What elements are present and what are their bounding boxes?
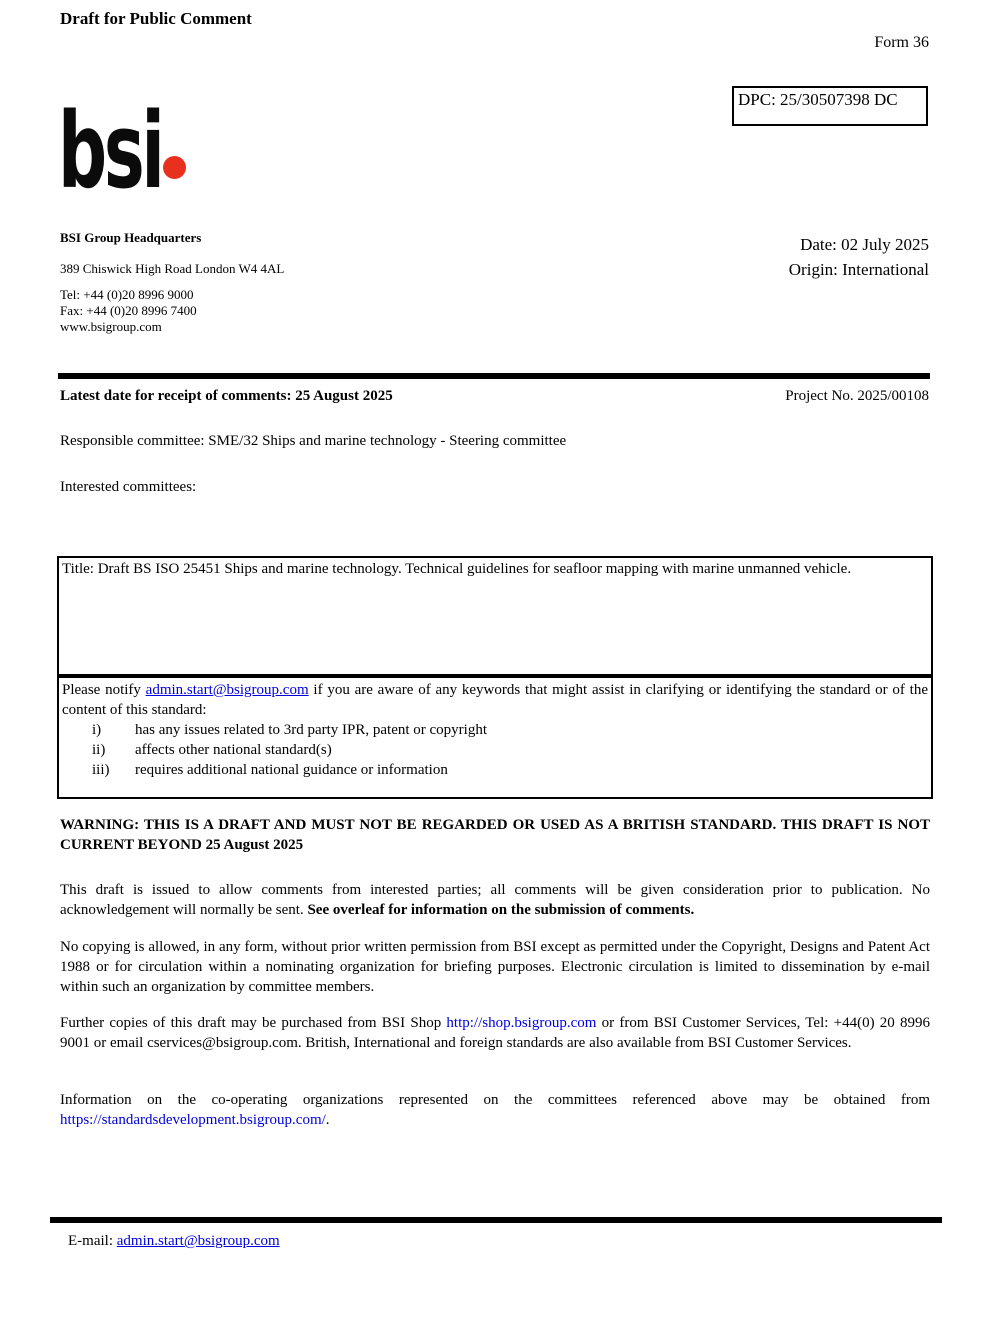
form-number: Form 36: [874, 34, 929, 51]
dpc-number: DPC: 25/30507398 DC: [738, 90, 898, 109]
notify-intro-after: if you are aware of any keywords that might assist in clarifying or identifying the standard or of the content of this standard:: [62, 682, 929, 718]
comments-issue-paragraph: [60, 880, 930, 920]
headquarters-street: 389 Chiswick High Road London W4 4AL: [60, 261, 285, 276]
interested-committees: Interested committees:: [60, 479, 197, 495]
standards-development-link[interactable]: https://standardsdevelopment.bsigroup.com/: [60, 1112, 326, 1128]
list-item-numeral: ii): [92, 742, 106, 758]
bsi-logo-text: bsi: [58, 90, 162, 212]
comments-deadline-row: [60, 388, 929, 405]
list-item-text: has any issues related to 3rd party IPR, patent or copyright: [135, 722, 488, 738]
bsi-shop-link[interactable]: http://shop.bsigroup.com: [446, 1015, 597, 1031]
date-origin-block: [789, 232, 929, 282]
headquarters-address-block: [60, 230, 284, 335]
draft-for-public-comment-heading: Draft for Public Comment: [60, 9, 252, 28]
list-item-numeral: iii): [92, 762, 110, 778]
paragraph-text: .: [325, 1112, 330, 1128]
headquarters-fax: Fax: +44 (0)20 8996 7400: [60, 303, 197, 318]
footer-email-link[interactable]: admin.start@bsigroup.com: [116, 1233, 280, 1249]
notify-list-item: [62, 760, 928, 780]
footer-email-line: [68, 1233, 280, 1250]
bsi-logo-red-dot: [163, 156, 186, 179]
purchase-copies-paragraph: [60, 1013, 930, 1053]
responsible-committee: Responsible committee: SME/32 Ships and marine technology - Steering committee: [60, 433, 567, 449]
standard-title-box: [57, 556, 933, 676]
footer-email-label: E-mail:: [68, 1233, 117, 1249]
bottom-divider-rule: [50, 1217, 942, 1223]
list-item-text: affects other national standard(s): [135, 742, 332, 758]
notify-intro-before: Please notify: [62, 682, 146, 698]
top-divider-rule: [58, 373, 930, 379]
paragraph-text: Further copies of this draft may be purchased from BSI Shop: [60, 1015, 447, 1031]
paragraph-text: or from BSI Customer Services, Tel: +44(0) 20 8996 9001 or email cservices@bsigroup.com. British, International and foreign standards are also available from BSI Customer Services.: [60, 1015, 930, 1051]
notify-list-item: [62, 740, 928, 760]
paragraph-text: This draft is issued to allow comments from interested parties; all comments will be given consideration prior to publication. No acknowledgement will normally be sent.: [60, 882, 930, 918]
headquarters-name: BSI Group Headquarters: [60, 230, 202, 245]
keywords-notify-box: [57, 676, 933, 799]
notify-list-item: [62, 720, 928, 740]
standard-title: Title: Draft BS ISO 25451 Ships and marine technology. Technical guidelines for seafloor mapping with marine unmanned vehicle.: [62, 561, 852, 577]
cooperating-organizations-paragraph: [60, 1090, 930, 1130]
document-date: Date: 02 July 2025: [800, 235, 929, 254]
copying-restriction-paragraph: No copying is allowed, in any form, without prior written permission from BSI except as permitted under the Copyright, Designs and Patent Act 1988 or for circulation within a nominating organization for briefing purposes. Electronic circulation is limited to dissemination by e-mail within such an organization by committee members.: [60, 939, 930, 995]
headquarters-website: www.bsigroup.com: [60, 319, 162, 334]
paragraph-text: Information on the co-operating organizations represented on the committees referenced above may be obtained from: [60, 1092, 930, 1108]
headquarters-tel: Tel: +44 (0)20 8996 9000: [60, 287, 194, 302]
latest-date-for-comments: Latest date for receipt of comments: 25 August 2025: [60, 388, 393, 404]
notify-email-link[interactable]: admin.start@bsigroup.com: [145, 682, 309, 698]
list-item-text: requires additional national guidance or information: [135, 762, 448, 778]
list-item-numeral: i): [92, 722, 102, 738]
document-origin: Origin: International: [788, 260, 929, 279]
project-number: Project No. 2025/00108: [785, 388, 929, 404]
dpc-number-box: [732, 86, 928, 126]
notify-intro: [62, 680, 928, 720]
bsi-logo: [58, 90, 198, 212]
see-overleaf-note: See overleaf for information on the submission of comments.: [307, 902, 695, 918]
draft-warning-text: WARNING: THIS IS A DRAFT AND MUST NOT BE REGARDED OR USED AS A BRITISH STANDARD. THIS DRAFT IS NOT CURRENT BEYOND 25 August 2025: [60, 817, 930, 853]
